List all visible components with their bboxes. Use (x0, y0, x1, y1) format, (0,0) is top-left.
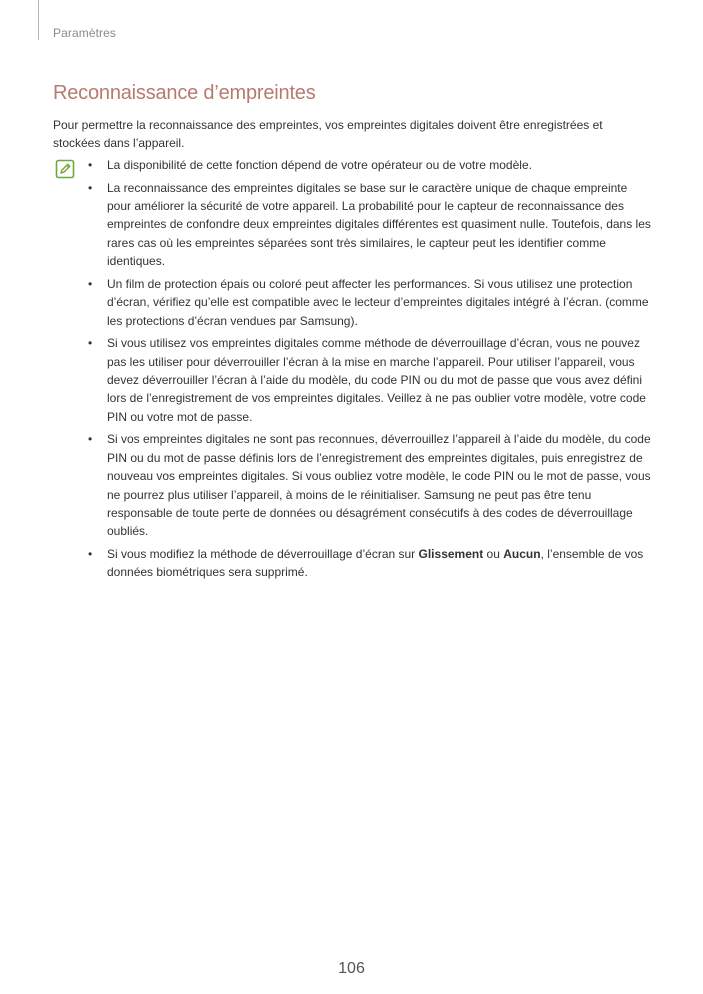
note-item (88, 179, 653, 271)
note-text-before: Si vous modifiez la méthode de déverrouillage d’écran sur (107, 547, 419, 562)
note-item (88, 334, 653, 426)
note-text-middle: ou (483, 547, 504, 562)
intro-paragraph: Pour permettre la reconnaissance des empreintes, vos empreintes digitales doivent être enregistrées et stockées dans l’appareil. (53, 118, 603, 150)
notes-list (88, 156, 653, 586)
note-text: La disponibilité de cette fonction dépend de votre opérateur ou de votre modèle. (107, 158, 532, 172)
page-number: 106 (338, 960, 365, 977)
note-item (88, 156, 653, 174)
section-label: Paramètres (53, 26, 117, 40)
bullet: • (88, 547, 93, 562)
bullet: • (88, 158, 93, 172)
bullet: • (88, 432, 93, 447)
bullet: • (88, 180, 93, 195)
header-divider (38, 0, 39, 40)
note-text: Un film de protection épais ou coloré peut affecter les performances. Si vous utilisez une protection d’écran, vérifiez qu’elle est compatible avec le lecteur d’empreintes digitales intégré à l’écran. (comme les protections d’écran vendues par Samsung). (107, 276, 649, 328)
note-text: Si vos empreintes digitales ne sont pas reconnues, déverrouillez l’appareil à l’aide du modèle, du code PIN ou du mot de passe définis lors de l’enregistrement des empreintes digitales, puis enregistrez de nouveau vos empreintes digitales. Si vous oubliez votre modèle, le code PIN ou le mot de passe, vous ne pourrez plus utiliser l’appareil, à moins de le réinitialiser. Samsung ne peut pas être tenu responsable de toute perte de données ou désagrément consécutifs à des codes de déverrouillage oubliés. (107, 432, 651, 539)
note-text-after: , l’ensemble de vos données biométriques sera supprimé. (107, 547, 644, 580)
none-option-label: Aucun (503, 547, 541, 562)
note-text: Si vous utilisez vos empreintes digitales comme méthode de déverrouillage d’écran, vous ne pouvez pas les utiliser pour déverrouiller l’écran à la mise en marche l’appareil. Pour utiliser l’appareil, vous devez déverrouiller l’écran à l’aide du modèle, du code PIN ou du mot de passe que vous avez défini lors de l’enregistrement de vos empreintes digitales. Veillez à ne pas oublier votre modèle, votre code PIN ou votre mot de passe. (107, 336, 646, 424)
note-item (88, 430, 653, 540)
bullet: • (88, 336, 93, 351)
page-title: Reconnaissance d’empreintes (53, 82, 316, 104)
note-item (88, 275, 653, 330)
note-text: La reconnaissance des empreintes digitales se base sur le caractère unique de chaque empreinte pour améliorer la sécurité de votre appareil. La probabilité pour le capteur de reconnaissance des empreintes de confondre deux empreintes digitales différentes est quasiment nulle. Toutefois, dans les rares cas où les empreintes séparées sont très similaires, le capteur peut les identifier comme identiques. (107, 180, 651, 269)
note-item (88, 545, 653, 582)
swipe-option-label: Glissement (418, 547, 484, 562)
note-pencil-icon (55, 159, 75, 179)
bullet: • (88, 276, 93, 291)
